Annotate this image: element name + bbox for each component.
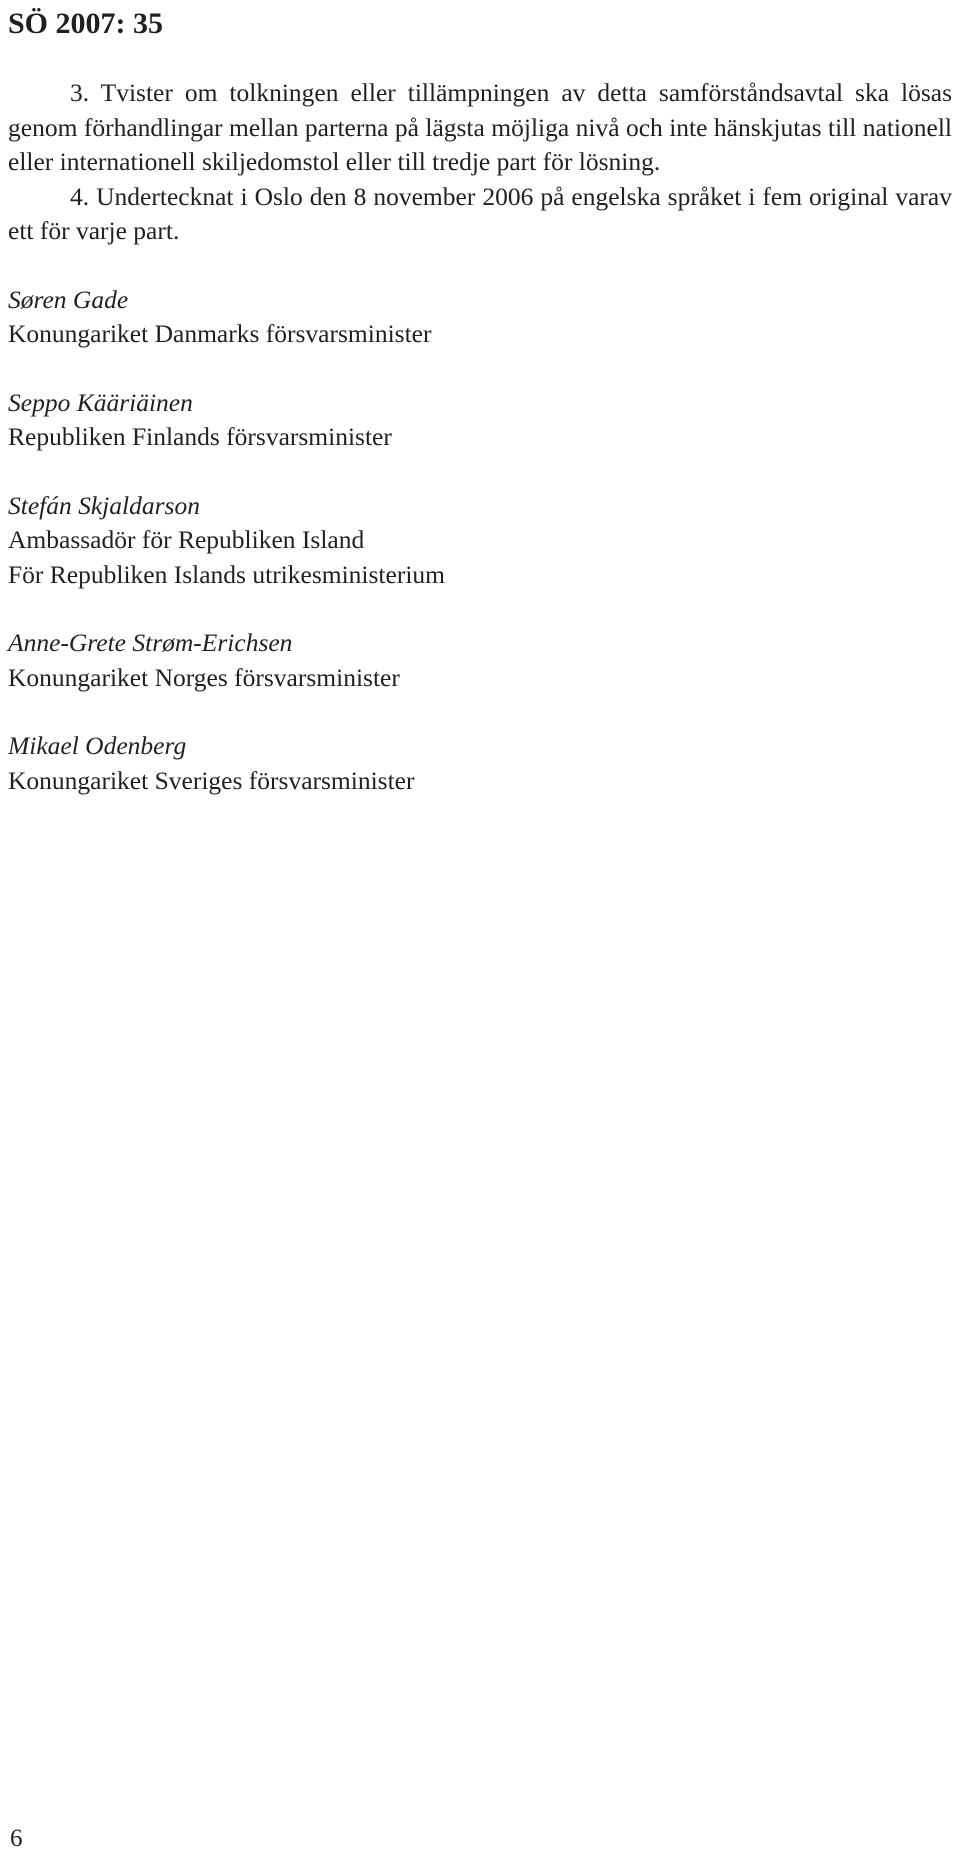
signatory-name: Seppo Kääriäinen — [8, 387, 193, 417]
paragraph-3: 3. Tvister om tolkningen eller tillämpningen av detta samförståndsavtal ska lösas genom förhandlingar mellan parterna på lägsta möjliga nivå och inte hänskjutas till nationell eller internationell skiljedomstol eller till tredje part för lösning. — [8, 78, 952, 176]
signatory-title: Ambassadör för Republiken Island — [8, 525, 365, 554]
signatory-title: För Republiken Islands utrikesministerium — [8, 559, 445, 589]
signature-block — [8, 386, 952, 455]
document-body — [8, 76, 952, 832]
signature-block — [8, 489, 952, 593]
signatory-name: Stefán Skjaldarson — [8, 490, 200, 520]
signatory-name: Anne-Grete Strøm-Erichsen — [8, 628, 293, 657]
signature-block — [8, 626, 952, 695]
signatory-title: Konungariket Danmarks försvarsminister — [8, 319, 432, 348]
signatory-name: Søren Gade — [8, 284, 129, 314]
signatory-title: Republiken Finlands försvarsminister — [8, 422, 392, 451]
page-number: 6 — [10, 1825, 23, 1852]
signature-list — [8, 283, 952, 799]
signatory-title: Konungariket Sveriges försvarsminister — [8, 765, 415, 795]
paragraph-4: 4. Undertecknat i Oslo den 8 november 2006 på engelska språket i fem original varav ett för varje part. — [8, 181, 952, 245]
page-title: SÖ 2007: 35 — [8, 7, 164, 40]
signatory-name: Mikael Odenberg — [8, 731, 187, 760]
signatory-title: Konungariket Norges försvarsminister — [8, 662, 400, 692]
signature-block — [8, 729, 952, 798]
signature-block — [8, 283, 952, 352]
